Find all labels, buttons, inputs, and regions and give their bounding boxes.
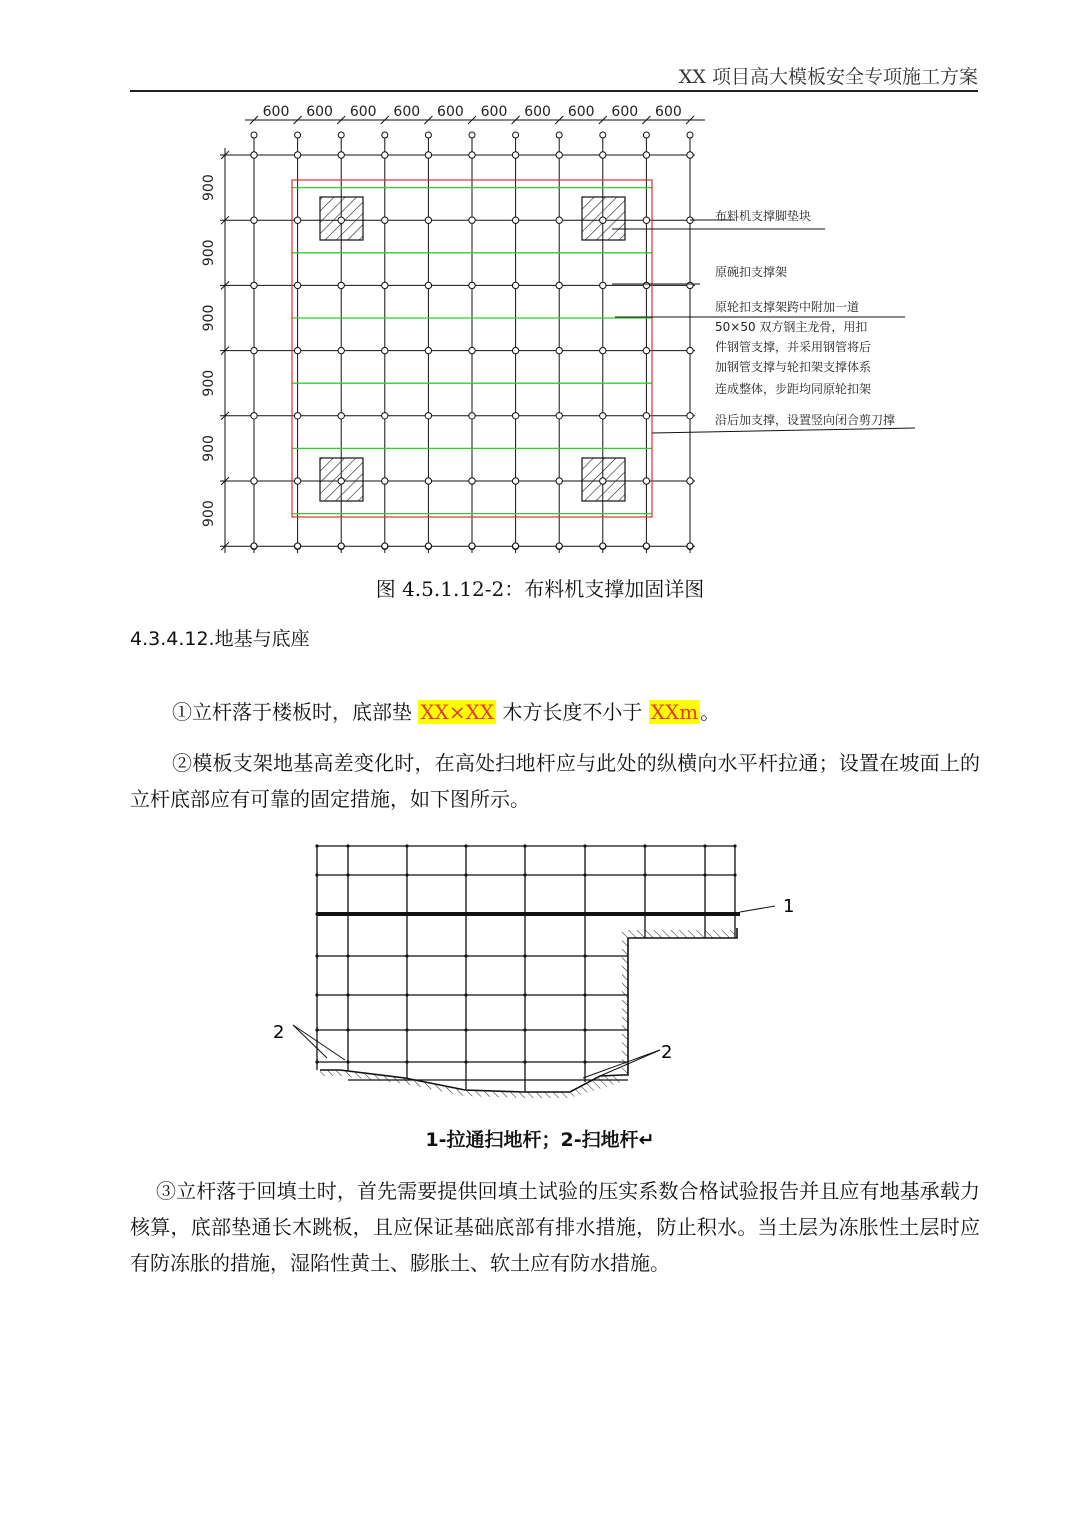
left-dimension-label: 900 [201, 239, 217, 267]
top-dimension-label: 600 [524, 104, 551, 120]
annotation-added-beam-line1: 原轮扣支撑架跨中附加一道 [715, 300, 860, 314]
left-dimension-label: 900 [201, 435, 217, 462]
label-1: 1 [783, 896, 795, 917]
paragraph-1 [130, 694, 980, 730]
annotation-original-frame: 原碗扣支撑架 [715, 265, 788, 279]
header-title: XX 项目高大模板安全专项施工方案 [678, 66, 978, 88]
paragraph-2: ②模板支架地基高差变化时，在高处扫地杆应与此处的纵横向水平杆拉通；设置在坡面上的立杆底部应有可靠的固定措施，如下图所示。 [130, 751, 980, 811]
annotation-added-beam-line5: 连成整体，步距均同原轮扣架 [715, 382, 872, 396]
annotation-pad-block: 布料机支撑脚垫块 [715, 209, 812, 223]
left-dimension-label: 900 [201, 500, 217, 527]
top-dimension-label: 600 [393, 104, 421, 120]
top-dimension-label: 600 [655, 104, 682, 120]
top-dimension-label: 600 [349, 104, 377, 120]
annotation-scissor-brace: 沿后加支撑，设置竖向闭合剪刀撑 [715, 413, 896, 427]
page-header [130, 60, 978, 92]
top-dimension-label: 600 [611, 104, 639, 120]
annotation-added-beam-line2: 50×50 双方钢主龙骨，用扣 [715, 320, 868, 334]
dimension-lines [221, 116, 705, 553]
para1-text-1: ①立杆落于楼板时，底部垫 [172, 700, 419, 724]
top-dimension-label: 600 [567, 104, 595, 120]
label-2-right: 2 [661, 1042, 673, 1063]
annotation-added-beam-line4: 加钢管支撑与轮扣架支撑体系 [715, 360, 872, 374]
label-2-left: 2 [273, 1022, 285, 1043]
top-dimension-label: 600 [480, 104, 508, 120]
left-dimension-label: 900 [201, 174, 217, 201]
annotation-added-beam-line3: 件钢管支撑，并采用钢管将后 [715, 340, 872, 354]
section-title: 4.3.4.12.地基与底座 [130, 628, 310, 650]
figure1-caption: 图 4.5.1.12-2：布料机支撑加固详图 [375, 577, 705, 601]
top-dimension-label: 600 [262, 104, 290, 120]
scaffold-frame [315, 844, 736, 1092]
para1-text-2: 木方长度不小于 [496, 700, 649, 724]
top-dimension-label: 600 [306, 104, 333, 120]
left-dimension-label: 900 [201, 369, 217, 397]
reinforcement-plan-figure [195, 98, 925, 568]
top-dimension-label: 600 [437, 104, 464, 120]
para1-highlight-size: XX×XX [420, 700, 495, 724]
para1-highlight-length: XXm [650, 700, 699, 724]
figure2-caption: 1-拉通扫地杆；2-扫地杆↵ [425, 1129, 655, 1151]
slope-foundation-figure [265, 830, 825, 1120]
paragraph-3: ③立杆落于回填土时，首先需要提供回填土试验的压实系数合格试验报告并且应有地基承载力核算，底部垫通长木跳板，且应保证基础底部有排水措施，防止积水。当土层为冻胀性土层时应有防冻胀的措施，湿陷性黄土、膨胀土、软土应有防水措施。 [130, 1179, 980, 1275]
ground-profile [320, 928, 737, 1098]
left-dimension-label: 900 [201, 304, 217, 332]
para1-text-3: 。 [700, 700, 721, 724]
